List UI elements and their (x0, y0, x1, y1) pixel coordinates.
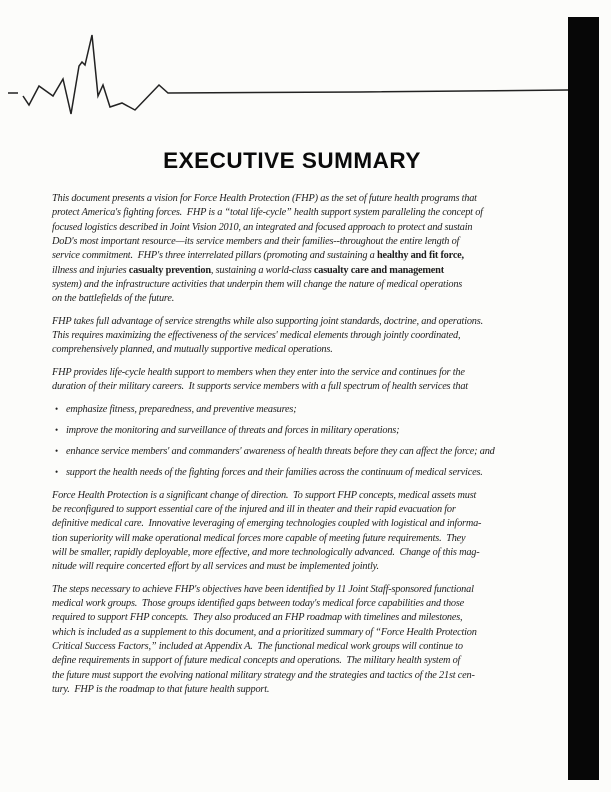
bullet-text: support the health needs of the fighting forces and their families across the continuum of medical services. (66, 467, 483, 479)
bullet-icon: • (55, 467, 58, 478)
text-line: DoD's most important resource—its service members and their families--throughout the entire length of (52, 236, 460, 248)
bold-phrase: healthy and fit force, (377, 250, 464, 262)
text-line: definitive medical care. Innovative leveraging of emerging technologies coupled with logistical and informa- (52, 518, 482, 530)
text-line: will be smaller, rapidly deployable, more effective, and more technologically advanced. Change of this mag- (52, 547, 480, 558)
text-line: which is included as a supplement to this document, and a prioritized summary of “Force Health Protection (52, 626, 477, 638)
text-line: This requires maximizing the effectiveness of the services' medical elements through jointly coordinated, (52, 330, 461, 342)
text-line: FHP provides life-cycle health support to members when they enter into the service and continues for the (52, 366, 465, 378)
bullet-item (52, 444, 534, 459)
paragraph (52, 489, 534, 575)
text-line: Critical Success Factors,” included at Appendix A. The functional medical work groups will continue to (52, 641, 463, 653)
text-line: illness and injuries casualty prevention, sustaining a world-class casualty care and management (52, 264, 444, 276)
bullet-list (52, 402, 534, 480)
paragraph (52, 192, 534, 307)
text-line: focused logistics described in Joint Vision 2010, an integrated and focused approach to protect and sustain (52, 221, 473, 233)
bullet-icon: • (55, 446, 58, 457)
text-line: FHP takes full advantage of service strengths while also supporting joint standards, doctrine, and operations. (52, 315, 483, 327)
text-line: tury. FHP is the roadmap to that future health support. (52, 684, 270, 696)
bullet-item (52, 423, 534, 438)
page-title: EXECUTIVE SUMMARY (163, 148, 421, 173)
bold-phrase: casualty prevention (128, 264, 211, 276)
right-edge-black-bar (568, 17, 599, 780)
text-line: on the battlefields of the future. (52, 293, 175, 305)
ekg-heartbeat-icon (0, 0, 611, 130)
text-line: nitude will require concerted effort by all services and must be implemented jointly. (52, 561, 379, 573)
bullet-icon: • (55, 404, 58, 415)
bullet-icon: • (55, 425, 58, 436)
paragraph (52, 315, 534, 358)
text-line: The steps necessary to achieve FHP's objectives have been identified by 11 Joint Staff-sponsored functional (52, 583, 474, 595)
text-line: duration of their military careers. It supports service members with a full spectrum of health services that (52, 381, 468, 393)
text-line: the future must support the evolving national military strategy and the strategies and tactics of the 21st cen- (52, 669, 475, 681)
paragraph (52, 583, 534, 698)
text-line: comprehensively planned, and mutually supportive medical operations. (52, 344, 333, 356)
text-line: medical work groups. Those groups identified gaps between today's medical force capabilities and those (52, 598, 465, 610)
body-content (52, 192, 534, 705)
bullet-item (52, 402, 534, 417)
text-line: This document presents a vision for Force Health Protection (FHP) as the set of future health programs that (52, 193, 477, 204)
text-line: Force Health Protection is a significant change of direction. To support FHP concepts, medical assets must (52, 489, 477, 501)
text-line: required to support FHP concepts. They also produced an FHP roadmap with timelines and milestones, (52, 612, 463, 624)
bullet-item (52, 465, 534, 480)
bullet-text: enhance service members' and commanders' awareness of health threats before they can affect the force; and (66, 446, 495, 458)
text-line: be reconfigured to support essential care of the injured and ill in theater and their rapid evacuation for (52, 503, 456, 515)
paragraph (52, 366, 534, 395)
text-line: protect America's fighting forces. FHP is a “total life-cycle” health support system paralleling the concept of (52, 207, 483, 219)
text-line: define requirements in support of future medical concepts and operations. The military health system of (52, 655, 461, 667)
text-line: system) and the infrastructure activities that underpin them will change the nature of medical operations (52, 279, 463, 291)
text-line: tion superiority will make operational medical forces more capable of meeting future requirements. They (52, 532, 466, 544)
bullet-text: emphasize fitness, preparedness, and preventive measures; (66, 404, 297, 416)
bullet-text: improve the monitoring and surveillance of threats and forces in military operations; (66, 425, 400, 437)
bold-phrase: casualty care and management (313, 264, 444, 276)
text-line: service commitment. FHP's three interrelated pillars (promoting and sustaining a healthy and fit force, (52, 250, 464, 262)
